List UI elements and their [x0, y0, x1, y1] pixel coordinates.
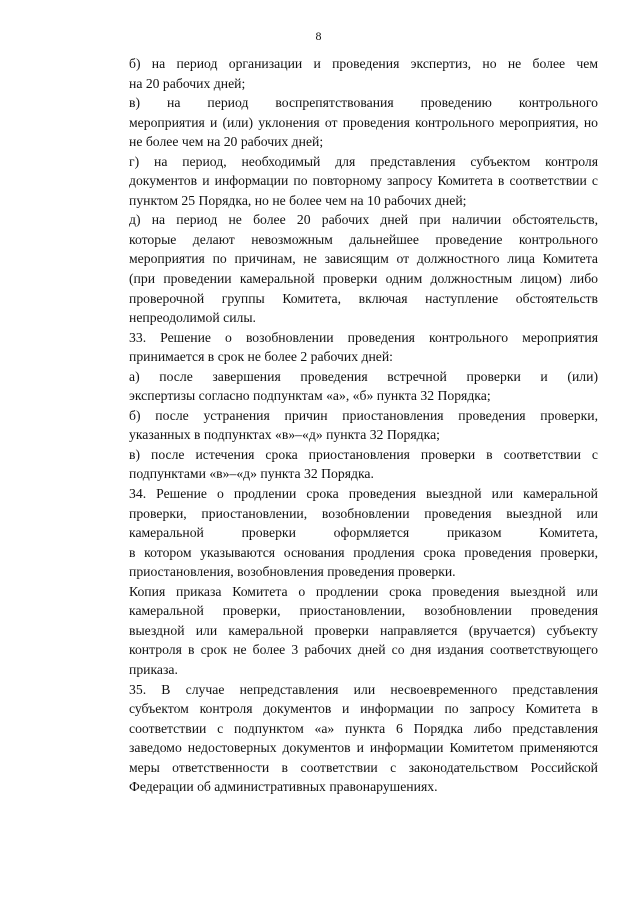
- text-line: Копия приказа Комитета о продлении срока проведения выездной или: [129, 583, 598, 599]
- text-line: б) на период организации и проведения экспертиз, но не более чем: [129, 56, 598, 71]
- text-line: приостановления, возобновления проведения проверки.: [129, 564, 456, 580]
- text-line: приказа.: [129, 661, 178, 677]
- paragraph-b-expertise: [90, 54, 598, 93]
- text-line: контроля в срок не более 3 рабочих дней со дня издания соответствующего: [129, 642, 598, 658]
- text-line: 34. Решение о продлении срока проведения выездной или камеральной: [129, 486, 598, 502]
- text-line: мероприятия по причинам, не зависящим от должностного лица Комитета: [129, 251, 598, 267]
- paragraph-item-35: [90, 680, 598, 797]
- text-line: камеральной проверки, приостановлении, возобновлении проведения: [129, 603, 598, 619]
- text-line: в котором указываются основания продления срока проведения проверки,: [129, 544, 598, 560]
- text-line: д) на период не более 20 рабочих дней при наличии обстоятельств,: [129, 212, 598, 228]
- paragraph-item-34: [90, 484, 598, 582]
- paragraph-d-circumstances: [90, 210, 598, 327]
- text-line: выездной или камеральной проверки направляется (вручается) субъекту: [129, 622, 598, 638]
- text-line: б) после устранения причин приостановления проведения проверки,: [129, 407, 598, 423]
- text-line: мероприятия и (или) уклонения от проведения контрольного мероприятия, но: [129, 114, 598, 130]
- paragraph-item-34-copy: [90, 582, 598, 680]
- text-line: меры ответственности в соответствии с законодательством Российской: [129, 759, 598, 775]
- document-body: [90, 54, 598, 797]
- paragraph-item-33: [90, 328, 598, 367]
- paragraph-g-documents: [90, 152, 598, 211]
- text-line: документов и информации по повторному запросу Комитета в соответствии с: [129, 173, 598, 189]
- paragraph-v-obstruction: [90, 93, 598, 152]
- text-line: 33. Решение о возобновлении проведения контрольного мероприятия: [129, 329, 598, 345]
- text-line: соответствии с подпунктом «а» пункта 6 Порядка либо представления: [129, 720, 598, 736]
- text-line: заведомо недостоверных документов и информации Комитетом применяются: [129, 740, 598, 756]
- text-line: на 20 рабочих дней;: [129, 75, 246, 91]
- text-line: непреодолимой силы.: [129, 310, 256, 326]
- text-line: камеральной проверки оформляется приказом Комитета,: [129, 525, 598, 541]
- text-line: проверочной группы Комитета, включая наступление обстоятельств: [129, 290, 598, 306]
- paragraph-item-33-b: [90, 406, 598, 445]
- paragraph-item-33-a: [90, 367, 598, 406]
- text-line: Федерации об административных правонарушениях.: [129, 779, 438, 795]
- text-line: субъектом контроля документов и информации по запросу Комитета в: [129, 701, 598, 717]
- text-line: указанных в подпунктах «в»–«д» пункта 32 Порядка;: [129, 427, 440, 443]
- text-line: проверки, приостановлении, возобновлении проведения выездной или: [129, 505, 598, 521]
- text-line: в) после истечения срока приостановления проверки в соответствии с: [129, 446, 598, 462]
- text-line: 35. В случае непредставления или несвоевременного представления: [129, 681, 598, 697]
- text-line: не более чем на 20 рабочих дней;: [129, 134, 324, 150]
- text-line: подпунктами «в»–«д» пункта 32 Порядка.: [129, 466, 374, 482]
- text-line: пунктом 25 Порядка, но не более чем на 10 рабочих дней;: [129, 192, 467, 208]
- text-line: г) на период, необходимый для представления субъектом контроля: [129, 153, 598, 169]
- text-line: в) на период воспрепятствования проведению контрольного: [129, 95, 598, 111]
- paragraph-item-33-v: [90, 445, 598, 484]
- text-line: которые делают невозможным дальнейшее проведение контрольного: [129, 231, 598, 247]
- text-line: а) после завершения проведения встречной проверки и (или): [129, 368, 598, 384]
- text-line: принимается в срок не более 2 рабочих дней:: [129, 349, 393, 365]
- page-number: 8: [315, 29, 322, 43]
- text-line: (при проведении камеральной проверки одним должностным лицом) либо: [129, 271, 598, 287]
- text-line: экспертизы согласно подпунктам «а», «б» пункта 32 Порядка;: [129, 388, 491, 404]
